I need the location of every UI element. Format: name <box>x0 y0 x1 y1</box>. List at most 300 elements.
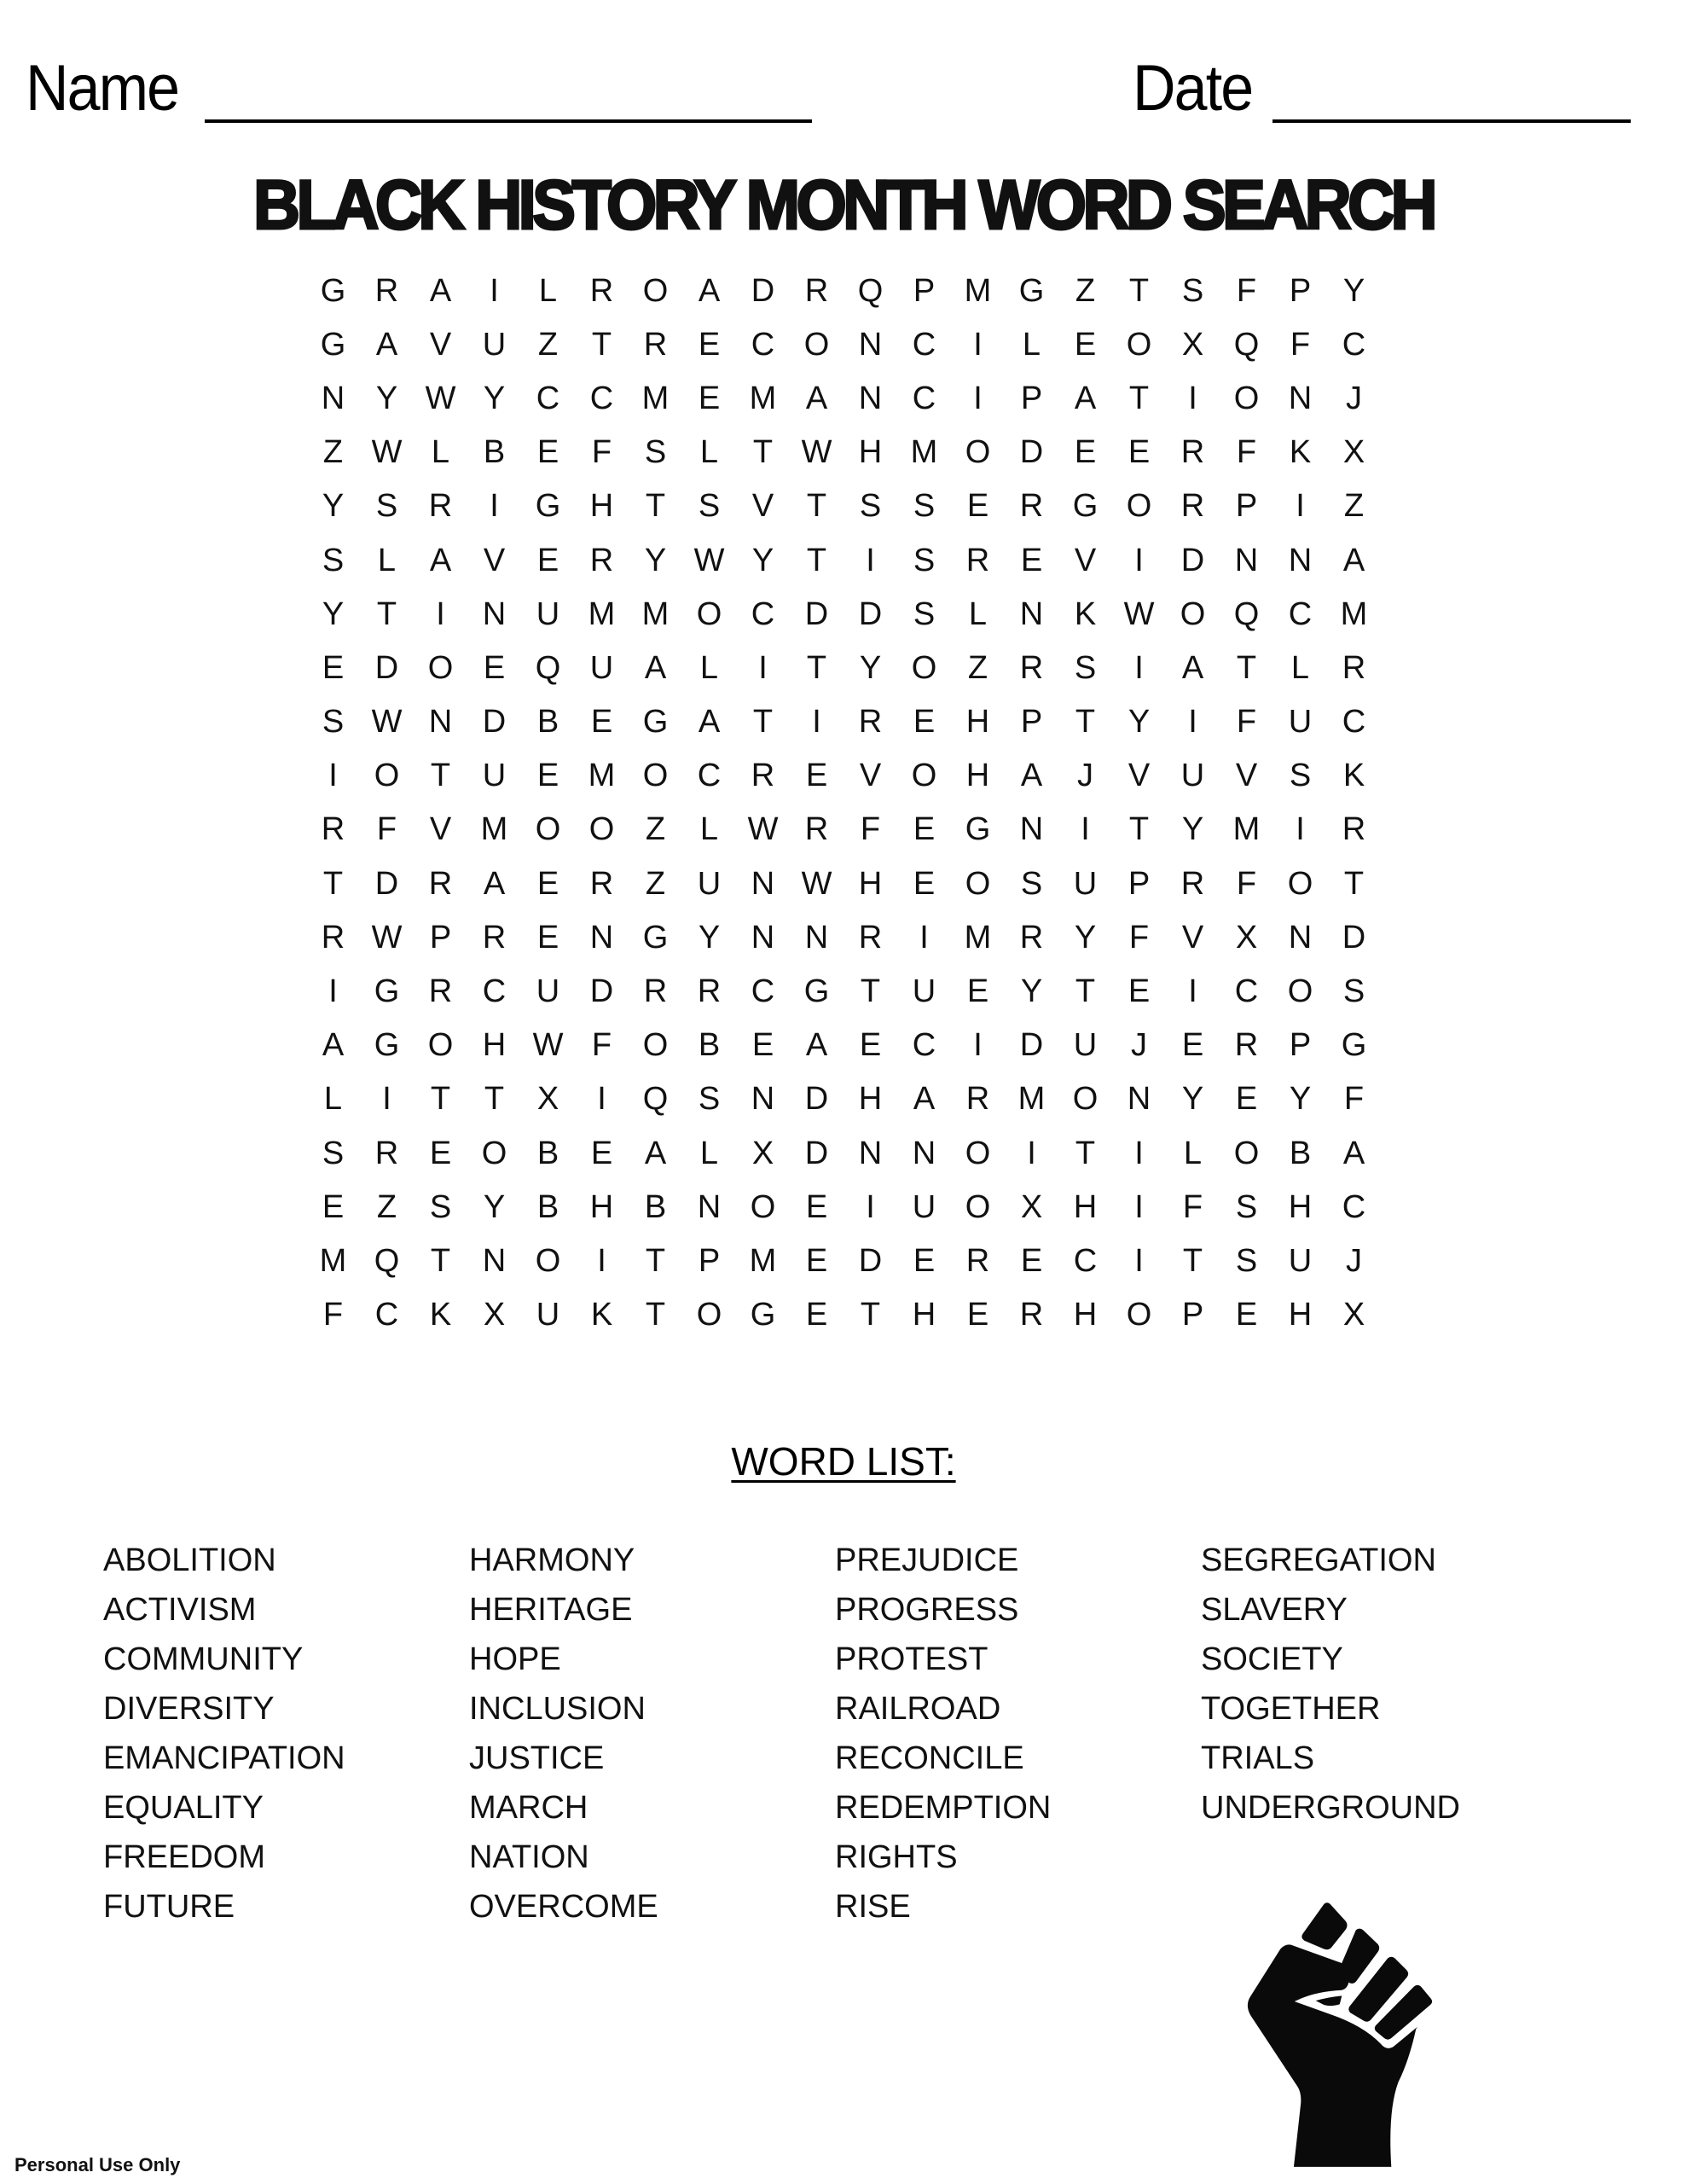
grid-letter[interactable]: R <box>643 973 668 1010</box>
grid-letter[interactable]: X <box>536 1081 559 1118</box>
grid-letter[interactable]: R <box>428 865 453 902</box>
grid-letter[interactable]: I <box>436 595 445 632</box>
grid-letter[interactable]: E <box>966 973 989 1010</box>
grid-letter[interactable]: D <box>804 595 829 632</box>
grid-letter[interactable]: F <box>376 811 397 848</box>
grid-letter[interactable]: Y <box>751 542 774 578</box>
grid-letter[interactable]: Y <box>1074 919 1097 956</box>
grid-letter[interactable]: X <box>1342 434 1365 471</box>
grid-letter[interactable]: K <box>1074 595 1097 632</box>
grid-letter[interactable]: T <box>1075 1135 1096 1171</box>
grid-letter[interactable]: J <box>1346 1242 1362 1279</box>
grid-letter[interactable]: X <box>1020 1188 1043 1225</box>
grid-letter[interactable]: E <box>966 1297 989 1333</box>
grid-letter[interactable]: A <box>1181 649 1204 686</box>
grid-letter[interactable]: L <box>699 649 719 686</box>
grid-letter[interactable]: U <box>482 326 507 363</box>
grid-letter[interactable]: I <box>382 1081 391 1118</box>
grid-letter[interactable]: G <box>535 488 561 525</box>
grid-letter[interactable]: Y <box>1181 811 1204 848</box>
grid-letter[interactable]: W <box>371 704 403 741</box>
grid-letter[interactable]: U <box>912 1188 936 1225</box>
grid-letter[interactable]: C <box>751 973 775 1010</box>
grid-letter[interactable]: V <box>751 488 774 525</box>
grid-letter[interactable]: N <box>1288 542 1313 578</box>
grid-letter[interactable]: U <box>1288 704 1313 741</box>
grid-letter[interactable]: O <box>642 272 669 309</box>
grid-letter[interactable]: I <box>1188 973 1197 1010</box>
grid-letter[interactable]: H <box>589 488 614 525</box>
grid-letter[interactable]: D <box>589 973 614 1010</box>
grid-letter[interactable]: F <box>591 434 612 471</box>
grid-letter[interactable]: P <box>913 272 936 309</box>
grid-letter[interactable]: F <box>1343 1081 1365 1118</box>
grid-letter[interactable]: T <box>430 758 451 794</box>
grid-letter[interactable]: S <box>913 595 936 632</box>
grid-letter[interactable]: I <box>1081 811 1090 848</box>
grid-letter[interactable]: U <box>1073 865 1098 902</box>
grid-letter[interactable]: O <box>535 1242 561 1279</box>
grid-letter[interactable]: I <box>597 1081 606 1118</box>
grid-letter[interactable]: G <box>374 1027 400 1064</box>
grid-letter[interactable]: N <box>321 380 345 416</box>
grid-letter[interactable]: H <box>482 1027 507 1064</box>
grid-letter[interactable]: Y <box>1342 272 1365 309</box>
grid-letter[interactable]: L <box>323 1081 343 1118</box>
grid-letter[interactable]: I <box>597 1242 606 1279</box>
grid-letter[interactable]: T <box>860 1297 881 1333</box>
grid-letter[interactable]: Y <box>483 380 506 416</box>
grid-letter[interactable]: I <box>1134 542 1144 578</box>
grid-letter[interactable]: H <box>1288 1188 1313 1225</box>
grid-letter[interactable]: O <box>965 1135 991 1171</box>
grid-letter[interactable]: I <box>1134 1188 1144 1225</box>
grid-letter[interactable]: Z <box>1343 488 1365 525</box>
grid-letter[interactable]: F <box>591 1027 612 1064</box>
grid-letter[interactable]: B <box>536 1188 559 1225</box>
grid-letter[interactable]: B <box>698 1027 721 1064</box>
grid-letter[interactable]: H <box>858 865 883 902</box>
grid-letter[interactable]: I <box>1188 380 1197 416</box>
grid-letter[interactable]: N <box>697 1188 722 1225</box>
grid-letter[interactable]: X <box>751 1135 774 1171</box>
grid-letter[interactable]: U <box>589 649 614 686</box>
grid-letter[interactable]: S <box>322 704 345 741</box>
grid-letter[interactable]: R <box>1019 1297 1044 1333</box>
grid-letter[interactable]: L <box>1183 1135 1203 1171</box>
grid-letter[interactable]: O <box>1233 1135 1260 1171</box>
grid-letter[interactable]: Q <box>1233 595 1260 632</box>
grid-letter[interactable]: G <box>965 811 991 848</box>
grid-letter[interactable]: A <box>483 865 506 902</box>
grid-letter[interactable]: Z <box>322 434 344 471</box>
grid-letter[interactable]: I <box>1134 1135 1144 1171</box>
grid-letter[interactable]: Y <box>1128 704 1151 741</box>
grid-letter[interactable]: V <box>429 811 452 848</box>
grid-letter[interactable]: E <box>913 811 936 848</box>
grid-letter[interactable]: T <box>1075 973 1096 1010</box>
grid-letter[interactable]: T <box>806 649 827 686</box>
grid-letter[interactable]: C <box>912 380 936 416</box>
grid-letter[interactable]: U <box>536 1297 560 1333</box>
name-field-line[interactable] <box>205 119 812 123</box>
grid-letter[interactable]: N <box>912 1135 936 1171</box>
grid-letter[interactable]: X <box>1235 919 1258 956</box>
grid-letter[interactable]: U <box>536 973 560 1010</box>
grid-letter[interactable]: R <box>858 919 883 956</box>
grid-letter[interactable]: N <box>482 595 507 632</box>
grid-letter[interactable]: G <box>374 973 400 1010</box>
grid-letter[interactable]: H <box>858 1081 883 1118</box>
grid-letter[interactable]: H <box>589 1188 614 1225</box>
grid-letter[interactable]: H <box>858 434 883 471</box>
grid-letter[interactable]: Z <box>376 1188 397 1225</box>
grid-letter[interactable]: E <box>1128 973 1151 1010</box>
grid-letter[interactable]: E <box>322 649 345 686</box>
grid-letter[interactable]: T <box>322 865 344 902</box>
grid-letter[interactable]: T <box>1182 1242 1203 1279</box>
grid-letter[interactable]: W <box>425 380 456 416</box>
grid-letter[interactable]: W <box>801 434 832 471</box>
grid-letter[interactable]: Y <box>375 380 398 416</box>
grid-letter[interactable]: X <box>483 1297 506 1333</box>
grid-letter[interactable]: C <box>1288 595 1313 632</box>
grid-letter[interactable]: O <box>642 758 669 794</box>
grid-letter[interactable]: R <box>321 811 345 848</box>
grid-letter[interactable]: W <box>693 542 725 578</box>
grid-letter[interactable]: I <box>758 649 768 686</box>
grid-letter[interactable]: E <box>1020 542 1043 578</box>
grid-letter[interactable]: L <box>1022 326 1041 363</box>
grid-letter[interactable]: I <box>866 1188 875 1225</box>
grid-letter[interactable]: Z <box>967 649 988 686</box>
grid-letter[interactable]: R <box>804 811 829 848</box>
grid-letter[interactable]: P <box>1020 380 1043 416</box>
grid-letter[interactable]: B <box>1289 1135 1312 1171</box>
grid-letter[interactable]: S <box>913 488 936 525</box>
grid-letter[interactable]: R <box>589 272 614 309</box>
grid-letter[interactable]: D <box>1019 434 1044 471</box>
grid-letter[interactable]: O <box>911 649 937 686</box>
grid-letter[interactable]: E <box>751 1027 774 1064</box>
grid-letter[interactable]: S <box>698 488 721 525</box>
grid-letter[interactable]: M <box>641 595 670 632</box>
grid-letter[interactable]: I <box>1188 704 1197 741</box>
grid-letter[interactable]: E <box>805 1188 828 1225</box>
grid-letter[interactable]: W <box>1123 595 1155 632</box>
grid-letter[interactable]: G <box>1341 1027 1367 1064</box>
grid-letter[interactable]: E <box>913 865 936 902</box>
grid-letter[interactable]: D <box>1019 1027 1044 1064</box>
grid-letter[interactable]: S <box>913 542 936 578</box>
grid-letter[interactable]: A <box>429 542 452 578</box>
grid-letter[interactable]: U <box>1073 1027 1098 1064</box>
grid-letter[interactable]: O <box>965 865 991 902</box>
grid-letter[interactable]: R <box>589 865 614 902</box>
grid-letter[interactable]: F <box>1236 272 1257 309</box>
grid-letter[interactable]: H <box>965 704 990 741</box>
grid-letter[interactable]: G <box>1018 272 1045 309</box>
grid-letter[interactable]: R <box>321 919 345 956</box>
grid-letter[interactable]: M <box>641 380 670 416</box>
grid-letter[interactable]: C <box>536 380 560 416</box>
grid-letter[interactable]: U <box>697 865 722 902</box>
grid-letter[interactable]: S <box>1235 1188 1258 1225</box>
grid-letter[interactable]: I <box>973 380 983 416</box>
grid-letter[interactable]: R <box>804 272 829 309</box>
grid-letter[interactable]: F <box>1182 1188 1203 1225</box>
grid-letter[interactable]: C <box>1342 1188 1366 1225</box>
grid-letter[interactable]: K <box>1289 434 1312 471</box>
grid-letter[interactable]: C <box>751 326 775 363</box>
grid-letter[interactable]: T <box>1128 811 1150 848</box>
grid-letter[interactable]: F <box>1236 434 1257 471</box>
grid-letter[interactable]: O <box>1287 865 1313 902</box>
grid-letter[interactable]: U <box>1180 758 1205 794</box>
grid-letter[interactable]: L <box>377 542 397 578</box>
grid-letter[interactable]: R <box>697 973 722 1010</box>
grid-letter[interactable]: E <box>536 758 559 794</box>
grid-letter[interactable]: O <box>1287 973 1313 1010</box>
grid-letter[interactable]: T <box>1128 272 1150 309</box>
grid-letter[interactable]: P <box>1289 272 1312 309</box>
grid-letter[interactable]: Y <box>322 595 345 632</box>
grid-letter[interactable]: I <box>812 704 821 741</box>
grid-letter[interactable]: M <box>1340 595 1368 632</box>
grid-letter[interactable]: P <box>1128 865 1151 902</box>
grid-letter[interactable]: U <box>912 973 936 1010</box>
grid-letter[interactable]: C <box>751 595 775 632</box>
grid-letter[interactable]: O <box>1126 488 1152 525</box>
grid-letter[interactable]: Y <box>698 919 721 956</box>
grid-letter[interactable]: T <box>1128 380 1150 416</box>
grid-letter[interactable]: I <box>328 973 338 1010</box>
grid-letter[interactable]: E <box>536 434 559 471</box>
grid-letter[interactable]: H <box>1288 1297 1313 1333</box>
grid-letter[interactable]: I <box>973 326 983 363</box>
grid-letter[interactable]: B <box>483 434 506 471</box>
grid-letter[interactable]: O <box>696 595 722 632</box>
grid-letter[interactable]: T <box>645 488 666 525</box>
grid-letter[interactable]: M <box>749 380 777 416</box>
grid-letter[interactable]: E <box>913 704 936 741</box>
grid-letter[interactable]: R <box>751 758 775 794</box>
grid-letter[interactable]: G <box>642 704 669 741</box>
grid-letter[interactable]: Y <box>483 1188 506 1225</box>
grid-letter[interactable]: N <box>1234 542 1259 578</box>
grid-letter[interactable]: N <box>1019 811 1044 848</box>
grid-letter[interactable]: U <box>536 595 560 632</box>
grid-letter[interactable]: S <box>322 1135 345 1171</box>
grid-letter[interactable]: G <box>320 326 346 363</box>
grid-letter[interactable]: R <box>374 272 399 309</box>
grid-letter[interactable]: V <box>1128 758 1151 794</box>
date-field-line[interactable] <box>1272 119 1631 123</box>
grid-letter[interactable]: W <box>532 1027 564 1064</box>
grid-letter[interactable]: C <box>697 758 722 794</box>
grid-letter[interactable]: E <box>1128 434 1151 471</box>
grid-letter[interactable]: O <box>1126 1297 1152 1333</box>
grid-letter[interactable]: B <box>644 1188 667 1225</box>
grid-letter[interactable]: R <box>1180 488 1205 525</box>
grid-letter[interactable]: S <box>429 1188 452 1225</box>
grid-letter[interactable]: N <box>589 919 614 956</box>
grid-letter[interactable]: I <box>919 919 929 956</box>
grid-letter[interactable]: Y <box>1181 1081 1204 1118</box>
grid-letter[interactable]: Q <box>857 272 884 309</box>
grid-letter[interactable]: A <box>1020 758 1043 794</box>
grid-letter[interactable]: Y <box>644 542 667 578</box>
grid-letter[interactable]: I <box>490 272 499 309</box>
grid-letter[interactable]: P <box>1020 704 1043 741</box>
grid-letter[interactable]: R <box>428 973 453 1010</box>
grid-letter[interactable]: D <box>858 595 883 632</box>
grid-letter[interactable]: T <box>806 488 827 525</box>
grid-letter[interactable]: R <box>482 919 507 956</box>
grid-letter[interactable]: T <box>860 973 881 1010</box>
grid-letter[interactable]: V <box>1074 542 1097 578</box>
grid-letter[interactable]: Q <box>642 1081 669 1118</box>
grid-letter[interactable]: I <box>1134 1242 1144 1279</box>
grid-letter[interactable]: E <box>1074 434 1097 471</box>
grid-letter[interactable]: B <box>536 704 559 741</box>
grid-letter[interactable]: E <box>322 1188 345 1225</box>
grid-letter[interactable]: T <box>752 434 774 471</box>
grid-letter[interactable]: M <box>480 811 508 848</box>
grid-letter[interactable]: D <box>804 1081 829 1118</box>
grid-letter[interactable]: H <box>1073 1297 1098 1333</box>
grid-letter[interactable]: R <box>1019 919 1044 956</box>
grid-letter[interactable]: G <box>642 919 669 956</box>
grid-letter[interactable]: T <box>1343 865 1365 902</box>
grid-letter[interactable]: S <box>859 488 882 525</box>
grid-letter[interactable]: P <box>1181 1297 1204 1333</box>
grid-letter[interactable]: O <box>427 649 454 686</box>
grid-letter[interactable]: S <box>644 434 667 471</box>
grid-letter[interactable]: N <box>751 865 775 902</box>
grid-letter[interactable]: X <box>1181 326 1204 363</box>
grid-letter[interactable]: T <box>376 595 397 632</box>
grid-letter[interactable]: C <box>1073 1242 1098 1279</box>
grid-letter[interactable]: G <box>320 272 346 309</box>
grid-letter[interactable]: S <box>375 488 398 525</box>
grid-letter[interactable]: A <box>1342 542 1365 578</box>
grid-letter[interactable]: R <box>1234 1027 1259 1064</box>
grid-letter[interactable]: C <box>912 1027 936 1064</box>
grid-letter[interactable]: F <box>1236 865 1257 902</box>
grid-letter[interactable]: E <box>590 1135 613 1171</box>
grid-letter[interactable]: O <box>965 1188 991 1225</box>
grid-letter[interactable]: C <box>1234 973 1259 1010</box>
grid-letter[interactable]: U <box>482 758 507 794</box>
grid-letter[interactable]: S <box>1289 758 1312 794</box>
grid-letter[interactable]: C <box>374 1297 399 1333</box>
grid-letter[interactable]: N <box>1019 595 1044 632</box>
grid-letter[interactable]: O <box>588 811 615 848</box>
grid-letter[interactable]: S <box>698 1081 721 1118</box>
grid-letter[interactable]: R <box>1019 649 1044 686</box>
grid-letter[interactable]: G <box>750 1297 776 1333</box>
grid-letter[interactable]: R <box>1342 649 1366 686</box>
grid-letter[interactable]: T <box>645 1297 666 1333</box>
grid-letter[interactable]: V <box>1181 919 1204 956</box>
grid-letter[interactable]: H <box>1073 1188 1098 1225</box>
grid-letter[interactable]: C <box>1342 326 1366 363</box>
grid-letter[interactable]: O <box>374 758 400 794</box>
grid-letter[interactable]: T <box>591 326 612 363</box>
grid-letter[interactable]: E <box>536 865 559 902</box>
grid-letter[interactable]: M <box>964 919 992 956</box>
grid-letter[interactable]: Y <box>859 649 882 686</box>
grid-letter[interactable]: N <box>1288 380 1313 416</box>
grid-letter[interactable]: P <box>698 1242 721 1279</box>
grid-letter[interactable]: J <box>1131 1027 1147 1064</box>
grid-letter[interactable]: G <box>803 973 830 1010</box>
grid-letter[interactable]: V <box>429 326 452 363</box>
grid-letter[interactable]: K <box>590 1297 613 1333</box>
grid-letter[interactable]: T <box>430 1081 451 1118</box>
grid-letter[interactable]: E <box>966 488 989 525</box>
grid-letter[interactable]: Z <box>1075 272 1096 309</box>
grid-letter[interactable]: M <box>749 1242 777 1279</box>
grid-letter[interactable]: C <box>1342 704 1366 741</box>
grid-letter[interactable]: D <box>804 1135 829 1171</box>
grid-letter[interactable]: E <box>1181 1027 1204 1064</box>
grid-letter[interactable]: O <box>1233 380 1260 416</box>
grid-letter[interactable]: I <box>866 542 875 578</box>
grid-letter[interactable]: S <box>1235 1242 1258 1279</box>
grid-letter[interactable]: A <box>644 1135 667 1171</box>
grid-letter[interactable]: S <box>1181 272 1204 309</box>
grid-letter[interactable]: C <box>589 380 614 416</box>
grid-letter[interactable]: T <box>645 1242 666 1279</box>
grid-letter[interactable]: N <box>804 919 829 956</box>
grid-letter[interactable]: A <box>429 272 452 309</box>
grid-letter[interactable]: Y <box>1020 973 1043 1010</box>
grid-letter[interactable]: F <box>1290 326 1311 363</box>
grid-letter[interactable]: A <box>805 380 828 416</box>
grid-letter[interactable]: T <box>484 1081 505 1118</box>
grid-letter[interactable]: V <box>1235 758 1258 794</box>
grid-letter[interactable]: L <box>538 272 558 309</box>
grid-letter[interactable]: W <box>801 865 832 902</box>
grid-letter[interactable]: T <box>1236 649 1257 686</box>
grid-letter[interactable]: N <box>858 1135 883 1171</box>
grid-letter[interactable]: L <box>968 595 988 632</box>
grid-letter[interactable]: N <box>1127 1081 1151 1118</box>
grid-letter[interactable]: M <box>588 595 616 632</box>
grid-letter[interactable]: Q <box>374 1242 400 1279</box>
grid-letter[interactable]: R <box>589 542 614 578</box>
grid-letter[interactable]: A <box>698 272 721 309</box>
grid-letter[interactable]: N <box>428 704 453 741</box>
grid-letter[interactable]: O <box>427 1027 454 1064</box>
grid-letter[interactable]: R <box>858 704 883 741</box>
grid-letter[interactable]: D <box>858 1242 883 1279</box>
grid-letter[interactable]: O <box>1180 595 1206 632</box>
grid-letter[interactable]: V <box>483 542 506 578</box>
grid-letter[interactable]: L <box>1290 649 1310 686</box>
grid-letter[interactable]: P <box>1289 1027 1312 1064</box>
grid-letter[interactable]: E <box>805 758 828 794</box>
grid-letter[interactable]: W <box>371 434 403 471</box>
grid-letter[interactable]: D <box>1342 919 1366 956</box>
grid-letter[interactable]: T <box>430 1242 451 1279</box>
grid-letter[interactable]: E <box>805 1297 828 1333</box>
grid-letter[interactable]: L <box>699 1135 719 1171</box>
grid-letter[interactable]: N <box>858 326 883 363</box>
grid-letter[interactable]: L <box>699 434 719 471</box>
